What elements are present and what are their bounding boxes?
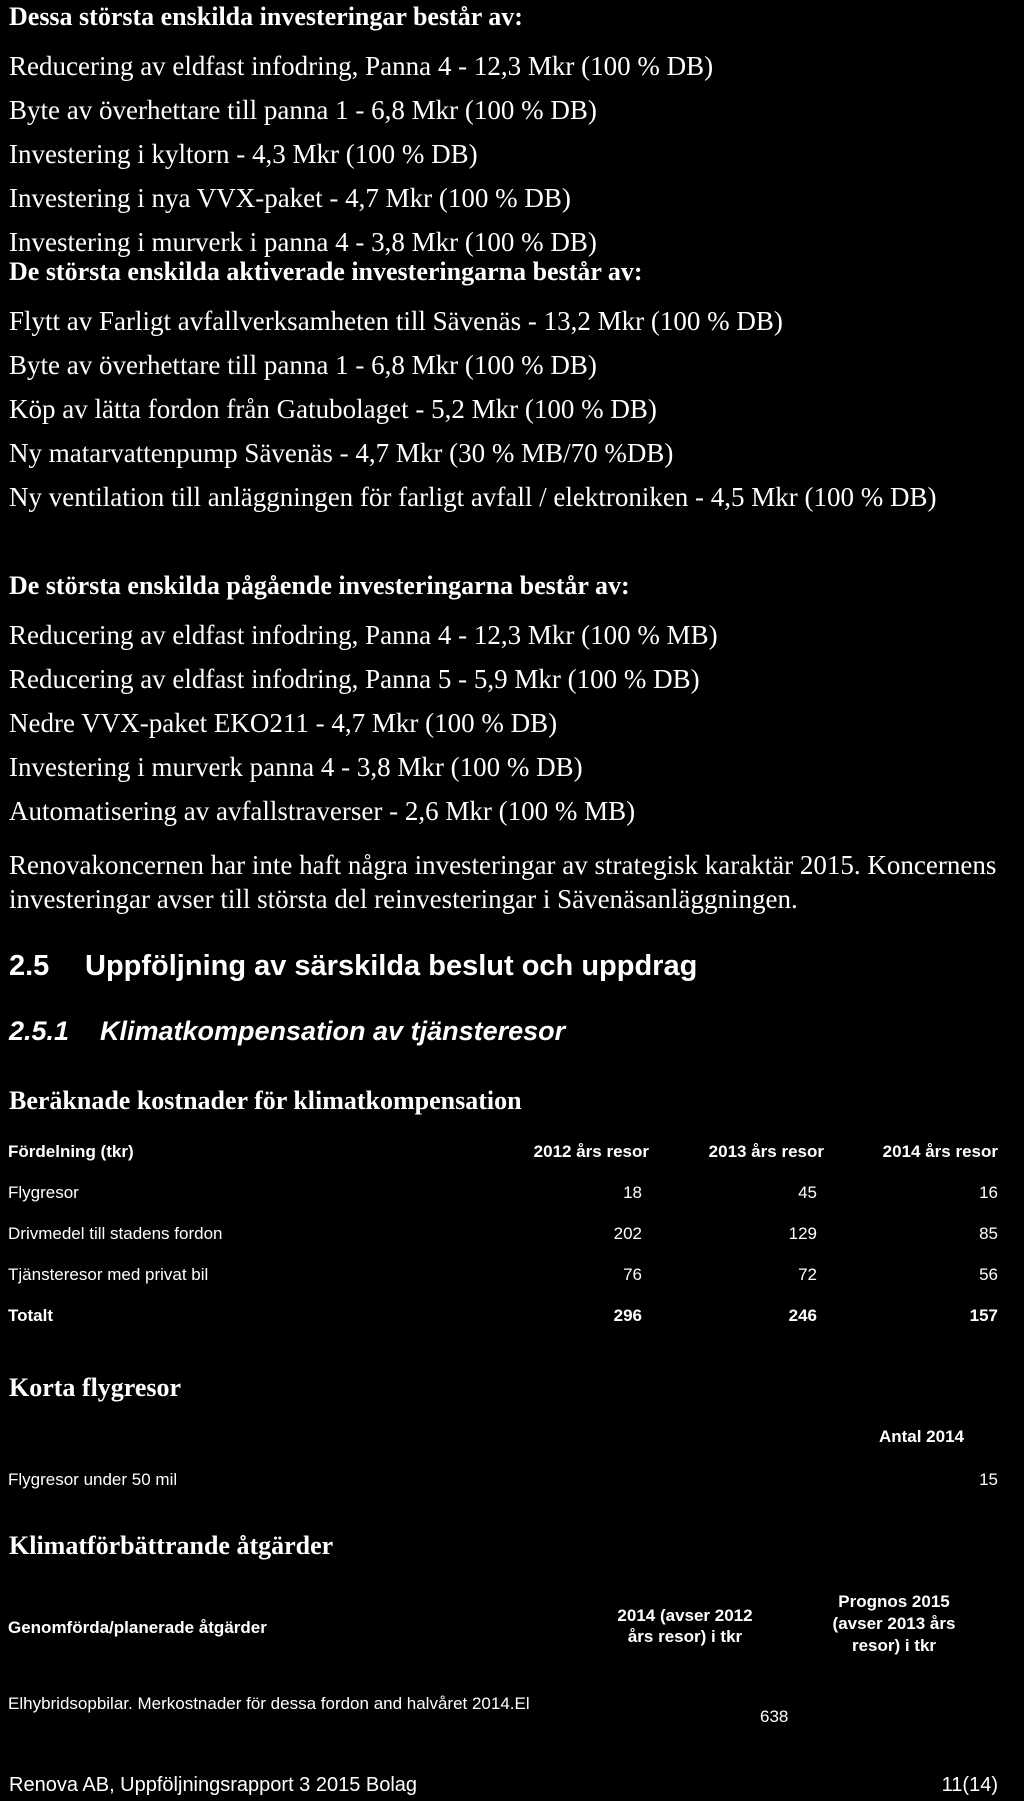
subsection-number: 2.5.1 [9,1016,70,1046]
section-heading-2-5 [9,950,697,983]
table-cell: 296 [613,1305,642,1325]
table-header: 2012 års resor [533,1141,649,1161]
list-item: Flytt av Farligt avfallverksamheten till Sävenäs - 13,2 Mkr (100 % DB) [9,306,783,336]
body-paragraph: Renovakoncernen har inte haft några investeringar av strategisk karaktär 2015. Koncernens investeringar avser till största del reinvesteringar i Sävenäsanläggningen. [9,850,997,914]
measures-2014-header: 2014 (avser 2012 års resor) i tkr [617,1606,753,1646]
table-cell: Drivmedel till stadens fordon [8,1223,223,1243]
list-item: Reducering av eldfast infodring, Panna 5 - 5,9 Mkr (100 % DB) [9,664,700,694]
measures-row-value: 638 [760,1707,789,1726]
section-number: 2.5 [9,950,50,982]
table-cell: 56 [979,1264,998,1284]
list-item: Investering i kyltorn - 4,3 Mkr (100 % DB) [9,139,478,169]
list-item: Reducering av eldfast infodring, Panna 4 - 12,3 Mkr (100 % DB) [9,51,714,81]
measures-column-header: Genomförda/planerade åtgärder [8,1618,267,1637]
table-cell: 129 [788,1223,817,1243]
list-item: Reducering av eldfast infodring, Panna 4 - 12,3 Mkr (100 % MB) [9,620,718,650]
short-flights-label: Flygresor under 50 mil [8,1470,178,1489]
short-flights-heading: Korta flygresor [9,1373,182,1402]
table-header: 2013 års resor [708,1141,824,1161]
list-item: Ny matarvattenpump Sävenäs - 4,7 Mkr (30 % MB/70 %DB) [9,438,674,468]
section-heading: De största enskilda pågående investeringarna består av: [9,571,630,600]
climate-measures-heading: Klimatförbättrande åtgärder [9,1531,334,1560]
table-total-row [8,1295,998,1336]
table-cell: 72 [798,1264,817,1284]
subsection-title: Klimatkompensation av tjänsteresor [100,1016,566,1046]
list-item: Investering i murverk panna 4 - 3,8 Mkr (100 % DB) [9,752,583,782]
list-item: Köp av lätta fordon från Gatubolaget - 5,2 Mkr (100 % DB) [9,394,657,424]
short-flights-column-header: Antal 2014 [878,1427,964,1446]
table-cell: Totalt [8,1305,54,1325]
list-item: Byte av överhettare till panna 1 - 6,8 Mkr (100 % DB) [9,95,597,125]
table-cell: 18 [623,1182,642,1202]
list-item: Byte av överhettare till panna 1 - 6,8 Mkr (100 % DB) [9,350,597,380]
table-cell: 157 [969,1305,998,1325]
table-header: Fördelning (tkr) [8,1141,134,1161]
list-item: Investering i nya VVX-paket - 4,7 Mkr (100 % DB) [9,183,571,213]
table-cell: Tjänsteresor med privat bil [8,1264,209,1284]
section-heading: De största enskilda aktiverade investeringarna består av: [9,257,643,286]
table-header-row [8,1131,998,1172]
table-header: 2014 års resor [882,1141,998,1161]
table-cell: 85 [979,1223,998,1243]
table-cell: 246 [788,1305,817,1325]
measures-2015-forecast-header: Prognos 2015 (avser 2013 års resor) i tkr [832,1592,956,1655]
list-item: Nedre VVX-paket EKO211 - 4,7 Mkr (100 % DB) [9,708,558,738]
table-row [8,1172,998,1213]
investment-section-activated [9,257,1014,519]
table-cell: 202 [613,1223,642,1243]
list-item: Automatisering av avfallstraverser - 2,6 Mkr (100 % MB) [9,796,636,826]
subsection-heading-2-5-1 [9,1016,565,1047]
list-item: Investering i murverk i panna 4 - 3,8 Mkr (100 % DB) [9,227,597,257]
investment-section-ongoing [9,571,1014,833]
table-cell: Flygresor [8,1182,79,1202]
investment-section-largest [9,2,1014,264]
cost-heading: Beräknade kostnader för klimatkompensation [9,1086,522,1115]
section-heading: Dessa största enskilda investeringar består av: [9,2,523,31]
page-footer [9,1774,998,1797]
page-number: 11(14) [941,1774,998,1796]
short-flights-value: 15 [979,1470,998,1489]
table-row [8,1213,998,1254]
table-cell: 76 [623,1264,642,1284]
footer-title: Renova AB, Uppföljningsrapport 3 2015 Bolag [9,1774,418,1796]
table-cell: 45 [798,1182,817,1202]
table-cell: 16 [979,1182,998,1202]
measures-row-label: Elhybridsopbilar. Merkostnader för dessa fordon and halvåret 2014.El [8,1694,530,1713]
table-row [8,1254,998,1295]
section-title: Uppföljning av särskilda beslut och uppdrag [85,950,698,982]
list-item: Ny ventilation till anläggningen för farligt avfall / elektroniken - 4,5 Mkr (100 % DB) [9,482,937,512]
cost-table [8,1131,998,1336]
